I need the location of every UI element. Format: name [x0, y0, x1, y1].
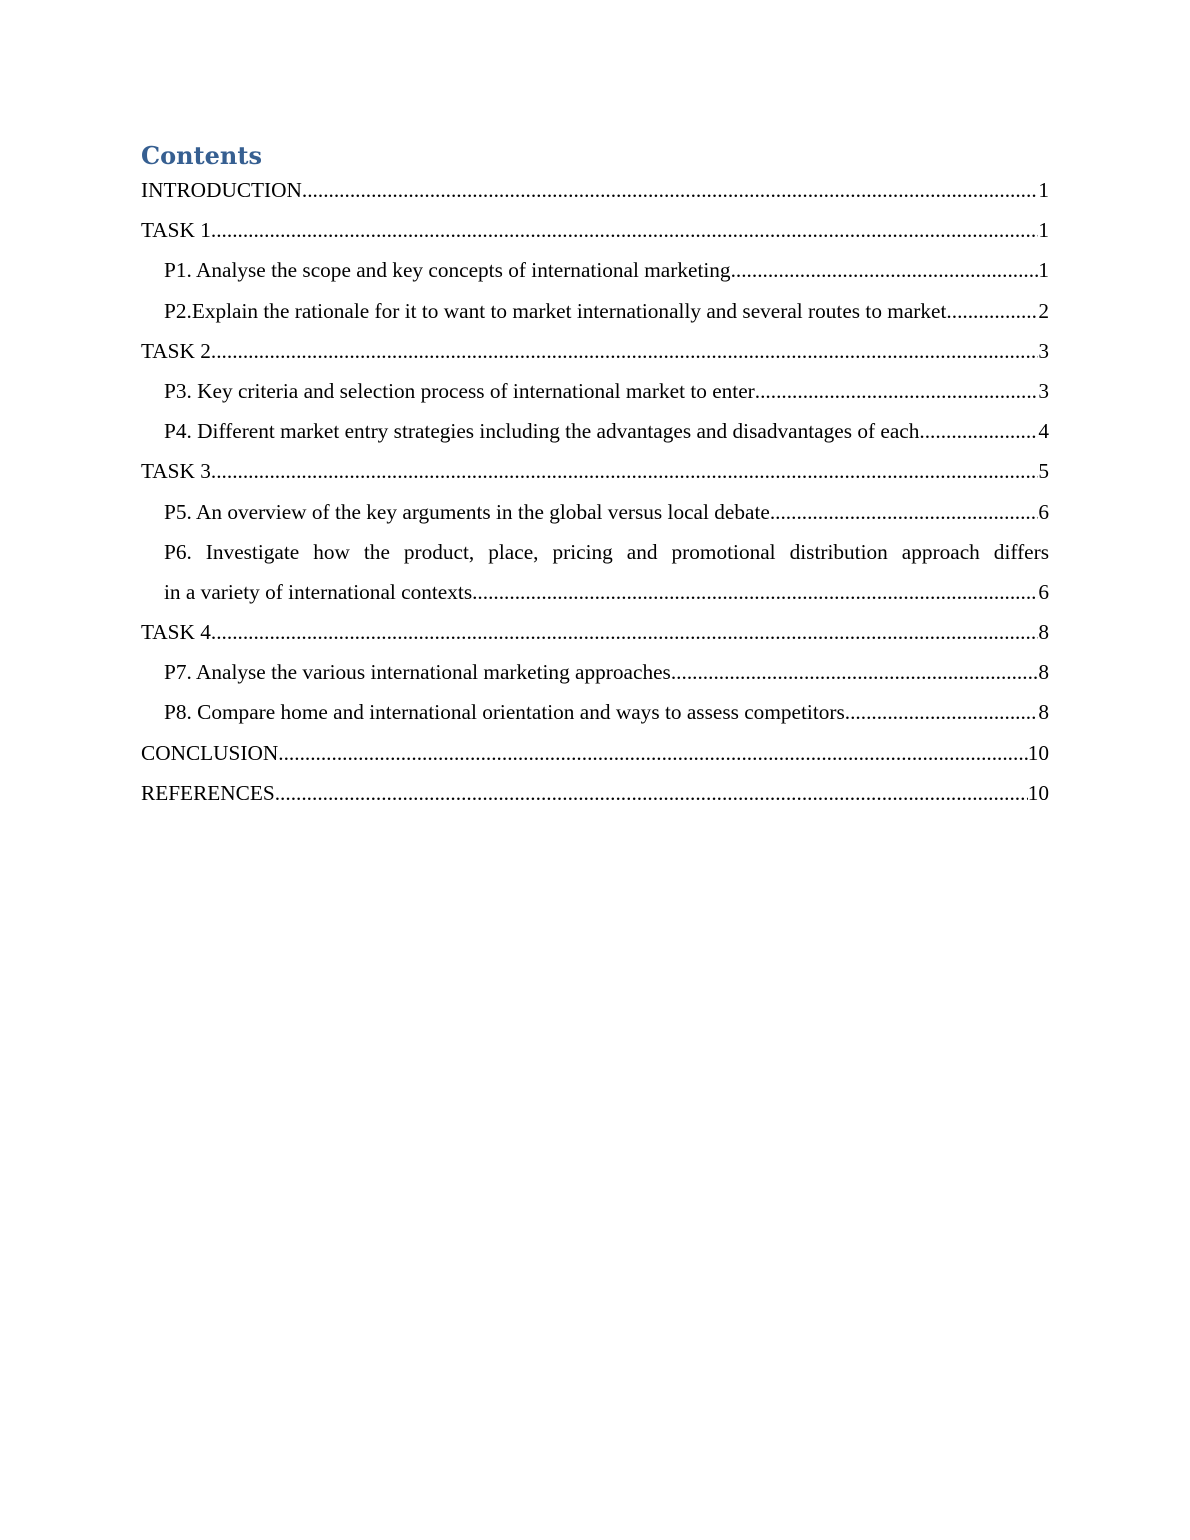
toc-dot-leader	[952, 291, 1039, 331]
toc-entry-text-line-1: P6. Investigate how the product, place, pricing and promotional distribution approach differs	[164, 539, 1049, 564]
toc-dot-leader	[211, 451, 1038, 491]
toc-page-number: 5	[1038, 459, 1049, 484]
toc-dot-leader	[211, 210, 1038, 250]
toc-entry-text-line-2: in a variety of international contexts	[164, 579, 473, 604]
toc-page-number: 10	[1027, 740, 1049, 765]
toc-page-number: 1	[1038, 178, 1049, 202]
toc-entry-task-3[interactable]	[141, 451, 1049, 491]
toc-entry-p3[interactable]	[141, 371, 1049, 411]
toc-entry-text: TASK 3	[141, 459, 211, 484]
toc-page-number: 3	[1038, 378, 1049, 403]
toc-entry-p7[interactable]	[141, 652, 1049, 692]
toc-page-number: 1	[1038, 258, 1049, 283]
toc-entry-p4[interactable]	[141, 411, 1049, 451]
toc-entry-p6[interactable]	[141, 532, 1049, 612]
toc-entry-introduction[interactable]	[141, 170, 1049, 210]
table-of-contents	[141, 170, 1049, 813]
toc-entry-text: P2.Explain the rationale for it to want to market internationally and several routes to market.	[164, 298, 952, 323]
toc-entry-p8[interactable]	[141, 692, 1049, 732]
toc-heading: Contents	[141, 141, 262, 170]
toc-entry-text: CONCLUSION	[141, 740, 279, 765]
toc-entry-text: INTRODUCTION	[141, 178, 302, 202]
toc-dot-leader	[275, 773, 1028, 813]
toc-dot-leader	[845, 692, 1039, 732]
toc-page-number: 8	[1038, 700, 1049, 725]
toc-entry-p5[interactable]	[141, 492, 1049, 532]
toc-dot-leader	[925, 411, 1039, 451]
toc-entry-text: P8. Compare home and international orientation and ways to assess competitors	[164, 700, 845, 725]
toc-entry-text: REFERENCES	[141, 780, 275, 805]
toc-entry-text: TASK 4	[141, 620, 211, 645]
toc-dot-leader	[671, 652, 1039, 692]
toc-entry-text: P3. Key criteria and selection process of international market to enter	[164, 378, 755, 403]
toc-entry-task-2[interactable]	[141, 331, 1049, 371]
toc-dot-leader	[211, 331, 1038, 371]
toc-entry-text: P5. An overview of the key arguments in the global versus local debate	[164, 499, 770, 524]
toc-entry-text: P4. Different market entry strategies including the advantages and disadvantages of each.	[164, 419, 925, 444]
toc-page-number: 3	[1038, 338, 1049, 363]
toc-page-number: 8	[1038, 660, 1049, 685]
toc-page-number: 1	[1038, 218, 1049, 243]
toc-page-number: 6	[1038, 499, 1049, 524]
toc-entry-text: TASK 1	[141, 218, 211, 243]
toc-page-number: 8	[1038, 620, 1049, 645]
toc-entry-p1[interactable]	[141, 250, 1049, 290]
toc-entry-text: P1. Analyse the scope and key concepts of international marketing	[164, 258, 731, 283]
toc-dot-leader	[472, 572, 1038, 612]
toc-entry-continuation	[164, 572, 1049, 612]
toc-dot-leader	[731, 250, 1039, 290]
toc-entry-task-4[interactable]	[141, 612, 1049, 652]
toc-entry-text: P7. Analyse the various international marketing approaches	[164, 660, 671, 685]
toc-dot-leader	[770, 492, 1039, 532]
toc-entry-text: TASK 2	[141, 338, 211, 363]
toc-dot-leader	[278, 733, 1027, 773]
toc-page-number: 6	[1038, 579, 1049, 604]
toc-dot-leader	[302, 170, 1038, 210]
toc-entry-p2[interactable]	[141, 291, 1049, 331]
toc-entry-conclusion[interactable]	[141, 733, 1049, 773]
toc-dot-leader	[755, 371, 1039, 411]
toc-page-number: 10	[1027, 780, 1049, 805]
toc-entry-references[interactable]	[141, 773, 1049, 813]
toc-page-number: 2	[1038, 298, 1049, 323]
toc-entry-task-1[interactable]	[141, 210, 1049, 250]
toc-dot-leader	[211, 612, 1038, 652]
toc-page-number: 4	[1038, 419, 1049, 444]
